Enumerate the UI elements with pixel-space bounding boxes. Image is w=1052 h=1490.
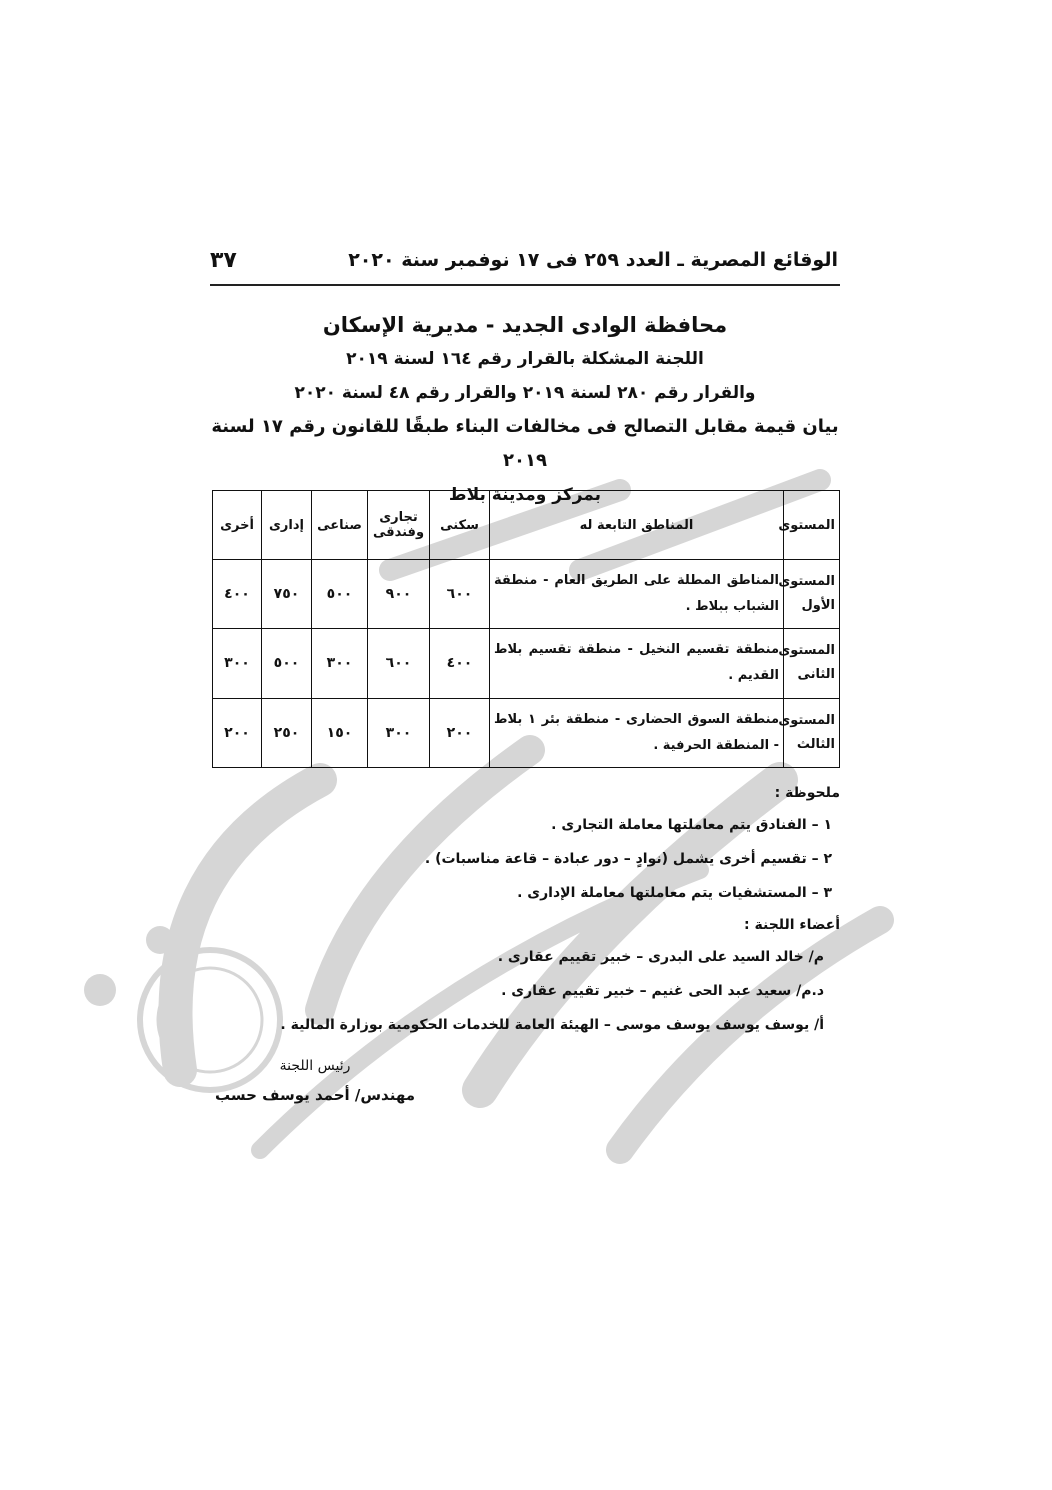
row-other: ٢٠٠: [213, 698, 262, 767]
document-title-block: [200, 308, 850, 512]
header-residential: سكنى: [430, 491, 490, 560]
header-divider: [210, 284, 840, 286]
row-industrial: ١٥٠: [312, 698, 368, 767]
header-commercial-line2: وفندقى: [372, 525, 425, 540]
page-number: ٣٧: [210, 247, 237, 273]
row-level: [778, 560, 840, 629]
header-other: أخرى: [213, 491, 262, 560]
table-row: [213, 698, 840, 767]
committee-member: أ/ يوسف يوسف يوسف موسى – الهيئة العامة للخدمات الحكومية بوزارة المالية .: [280, 1017, 824, 1033]
row-administrative: ٢٥٠: [262, 698, 312, 767]
note-item: ٢ – تقسيم أخرى يشمل (نوادٍ – دور عبادة – قاعة مناسبات) .: [424, 851, 832, 867]
row-commercial: ٣٠٠: [368, 698, 430, 767]
header-level: المستوى: [784, 491, 840, 560]
governorate-title: محافظة الوادى الجديد - مديرية الإسكان: [322, 313, 728, 337]
page-header: [210, 238, 838, 282]
row-residential: ٦٠٠: [430, 560, 490, 629]
committee-decree-line: اللجنة المشكلة بالقرار رقم ١٦٤ لسنة ٢٠١٩: [346, 349, 704, 369]
row-level-line2: الثالث: [796, 736, 835, 752]
committee-member: م/ خالد السيد على البدرى – خبير تقييم عقارى .: [497, 949, 824, 965]
row-level-line1: المستوى: [778, 643, 835, 659]
row-areas: منطقة السوق الحضارى - منطقة بئر ١ بلاط - المنطقة الحرفية .: [490, 698, 784, 767]
row-industrial: ٣٠٠: [312, 629, 368, 698]
row-level-line2: الأول: [801, 598, 835, 614]
note-item: ١ – الفنادق يتم معاملتها معاملة التجارى .: [551, 817, 832, 833]
center-city-title: بمركز ومدينة بلاط: [448, 485, 602, 505]
row-other: ٤٠٠: [213, 560, 262, 629]
row-areas: منطقة تقسيم النخيل - منطقة تقسيم بلاط القديم .: [490, 629, 784, 698]
row-industrial: ٥٠٠: [312, 560, 368, 629]
row-level-line1: المستوى: [778, 574, 835, 590]
row-level: [778, 629, 840, 698]
row-other: ٣٠٠: [213, 629, 262, 698]
statement-title: بيان قيمة مقابل التصالح فى مخالفات البناء طبقًا للقانون رقم ١٧ لسنة ٢٠١٩: [211, 416, 839, 471]
chairman-title: رئيس اللجنة: [279, 1058, 351, 1074]
row-residential: ٢٠٠: [430, 698, 490, 767]
table-row: [213, 629, 840, 698]
row-level: [778, 698, 840, 767]
header-administrative: إدارى: [262, 491, 312, 560]
notes-heading: ملحوظة :: [774, 785, 840, 801]
journal-issue-line: الوقائع المصرية ـ العدد ٢٥٩ فى ١٧ نوفمبر سنة ٢٠٢٠: [348, 249, 838, 271]
header-commercial-line1: تجارى: [379, 510, 418, 525]
row-level-line2: الثانى: [797, 667, 835, 683]
row-commercial: ٦٠٠: [368, 629, 430, 698]
table-header-row: [213, 491, 840, 560]
chairman-name: مهندس/ أحمد يوسف حسب: [214, 1086, 416, 1104]
row-areas: المناطق المطلة على الطريق العام - منطقة الشباب ببلاط .: [490, 560, 784, 629]
row-administrative: ٧٥٠: [262, 560, 312, 629]
row-residential: ٤٠٠: [430, 629, 490, 698]
notes-section: [210, 778, 840, 1042]
table-row: [213, 560, 840, 629]
settlement-fees-table: [212, 490, 840, 768]
note-item: ٣ – المستشفيات يتم معاملتها معاملة الإدارى .: [517, 885, 832, 901]
committee-member: د.م/ سعيد عبد الحى غنيم – خبير تقييم عقارى .: [501, 983, 824, 999]
committee-heading: أعضاء اللجنة :: [744, 917, 840, 933]
signature-block: [200, 1052, 430, 1110]
header-commercial: [368, 491, 430, 560]
decrees-line: والقرار رقم ٢٨٠ لسنة ٢٠١٩ والقرار رقم ٤٨ لسنة ٢٠٢٠: [294, 383, 756, 403]
row-level-line1: المستوى: [778, 712, 835, 728]
header-industrial: صناعى: [312, 491, 368, 560]
row-administrative: ٥٠٠: [262, 629, 312, 698]
header-areas: المناطق التابعة له: [490, 491, 784, 560]
row-commercial: ٩٠٠: [368, 560, 430, 629]
